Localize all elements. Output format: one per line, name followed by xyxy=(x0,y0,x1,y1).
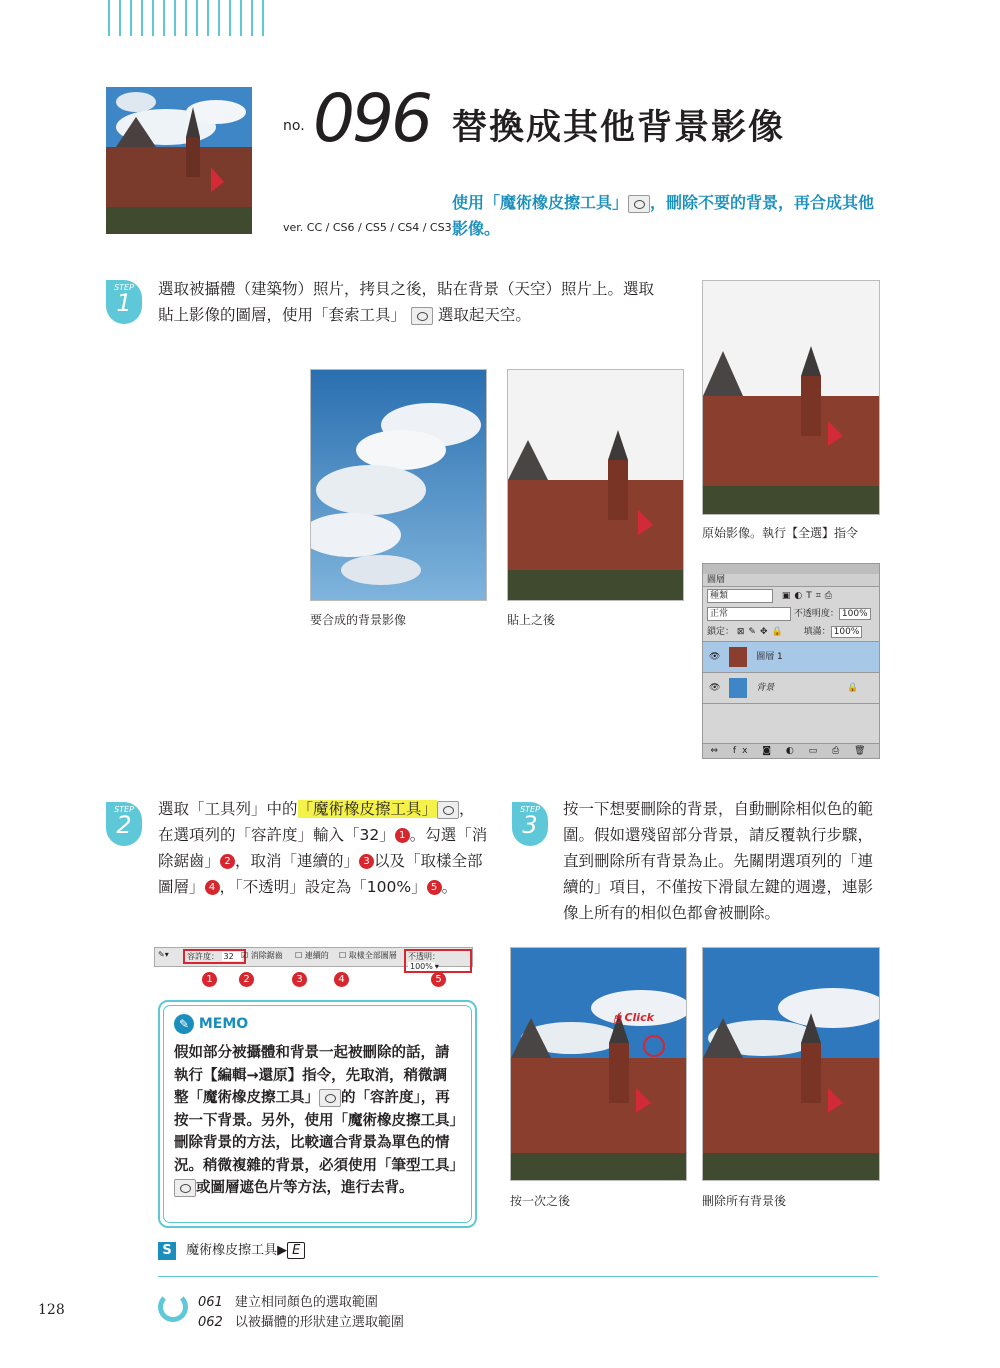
layer-row-1[interactable] xyxy=(703,642,879,673)
panel-titlebar xyxy=(703,564,879,574)
marker-1: 1 xyxy=(395,828,410,843)
kind-select[interactable]: 種類 xyxy=(707,589,773,603)
magic-eraser-icon[interactable]: ✎▾ xyxy=(158,950,169,959)
caption-all-deleted: 刪除所有背景後 xyxy=(702,1194,787,1208)
step-1-badge xyxy=(106,280,142,324)
related-item[interactable] xyxy=(198,1313,404,1333)
related-num: 061 xyxy=(198,1295,223,1310)
step-2-t1: 選取「工具列」中的 xyxy=(158,800,298,818)
lock-icon: 🔒 xyxy=(847,683,859,693)
shortcut-line xyxy=(158,1239,305,1260)
layer-name: 背景 xyxy=(756,683,775,693)
after-click-photo xyxy=(510,947,687,1181)
eye-icon[interactable]: 👁 xyxy=(709,683,721,693)
caption-pasted: 貼上之後 xyxy=(507,613,556,627)
step-label: STEP xyxy=(114,805,134,814)
kind-filter-row xyxy=(703,587,879,605)
related-arrow-icon xyxy=(158,1292,188,1322)
related-list xyxy=(198,1293,404,1333)
caption-sky: 要合成的背景影像 xyxy=(310,613,407,627)
all-deleted-photo xyxy=(702,947,880,1181)
pen-icon xyxy=(174,1179,196,1197)
layer-thumbnail xyxy=(729,647,747,667)
contiguous-checkbox[interactable]: ☐ 連續的 xyxy=(295,951,329,960)
shortcut-label: 魔術橡皮擦工具▶ xyxy=(186,1243,288,1258)
opacity-input[interactable]: 100% xyxy=(410,962,433,971)
magic-eraser-icon xyxy=(437,801,459,819)
page-subtitle xyxy=(452,190,882,242)
marker-3: 3 xyxy=(292,972,307,987)
tolerance-label: 容許度： xyxy=(187,952,219,961)
click-annotation xyxy=(614,1011,654,1025)
version-list: ver. CC / CS6 / CS5 / CS4 / CS3 xyxy=(283,221,452,234)
memo-title: MEMO xyxy=(198,1016,249,1032)
memo-text-a: 假如部分被攝體和背景一起被刪除的話，請執行【編輯→還原】指令，先取消，稍微調整「魔術橡皮擦工具」 xyxy=(174,1045,450,1106)
subtitle-part-b: ，刪除不要的背景，再合成其他影像。 xyxy=(452,193,875,238)
step-2-t2: ，在選項列的「容許度」輸入「32」 xyxy=(158,800,475,844)
fill-label: 填滿： xyxy=(803,627,831,637)
marker-5: 5 xyxy=(431,972,446,987)
panel-footer-icons[interactable]: ⇔ fx ◙ ◐ ▭ ⎙ 🗑 xyxy=(703,743,879,758)
tolerance-field[interactable] xyxy=(183,949,246,964)
marker-4: 4 xyxy=(334,972,349,987)
marker-1: 1 xyxy=(202,972,217,987)
lasso-icon xyxy=(411,307,433,325)
lock-icons[interactable]: ⊠✎✥🔒 xyxy=(736,627,787,637)
blend-mode-select[interactable]: 正常 xyxy=(707,607,791,621)
click-label: Click xyxy=(624,1011,654,1024)
subtitle-part-a: 使用「魔術橡皮擦工具」 xyxy=(452,193,629,212)
options-bar xyxy=(154,947,473,971)
contiguous-label: 連續的 xyxy=(304,951,329,960)
marker-3: 3 xyxy=(359,854,374,869)
page-number: 128 xyxy=(38,1302,65,1318)
filter-icons: ▣◐T⌗⎙ xyxy=(781,591,836,601)
tolerance-input[interactable]: 32 xyxy=(222,952,242,961)
step-label: STEP xyxy=(520,805,540,814)
eye-icon[interactable]: 👁 xyxy=(709,652,721,662)
layer-name: 圖層 1 xyxy=(756,652,783,662)
lock-label: 鎖定： xyxy=(707,627,735,637)
antialias-checkbox[interactable]: ☑ 消除鋸齒 xyxy=(241,951,283,960)
opacity-field[interactable]: 不透明：100% ▾ xyxy=(404,949,472,973)
magic-eraser-icon xyxy=(319,1089,341,1107)
shortcut-key: E xyxy=(287,1242,305,1259)
step-2-t4: ，取消「連續的」 xyxy=(235,852,360,870)
step-1-text xyxy=(158,276,663,328)
opacity-input[interactable]: 100% xyxy=(839,608,871,620)
step-1-text-b: 選取起天空。 xyxy=(437,306,531,324)
pencil-icon: ✎ xyxy=(174,1014,194,1034)
sample-all-checkbox[interactable]: ☐ 取樣全部圖層 xyxy=(339,951,397,960)
memo-header xyxy=(174,1014,248,1034)
tab-layers[interactable]: 圖層 xyxy=(703,574,879,587)
item-number: 096 xyxy=(313,80,430,157)
opacity-label: 不透明度： xyxy=(793,609,839,619)
header-thumbnail xyxy=(106,87,252,234)
magic-eraser-icon xyxy=(628,195,650,213)
decorative-stripes xyxy=(108,0,268,36)
related-item[interactable] xyxy=(198,1293,404,1313)
layers-panel xyxy=(702,563,880,759)
marker-4: 4 xyxy=(205,880,220,895)
footer-rule xyxy=(158,1276,878,1277)
caption-after-click: 按一次之後 xyxy=(510,1194,571,1208)
marker-2: 2 xyxy=(220,854,235,869)
step-number: 1 xyxy=(116,289,132,317)
page-title: 替換成其他背景影像 xyxy=(452,108,786,148)
step-3-text: 按一下想要刪除的背景，自動刪除相似色的範圍。假如還殘留部分背景，請反覆執行步驟，直到刪除所有背景為止。先關閉選項列的「連續的」項目，不僅按下滑鼠左鍵的週邊，連影像上所有的相似色都會被刪除。 xyxy=(563,800,874,922)
caption-original: 原始影像。執行【全選】指令 xyxy=(702,526,859,540)
number-prefix: no. xyxy=(283,118,305,134)
step-number: 2 xyxy=(116,811,132,839)
shortcut-badge: S xyxy=(158,1242,176,1260)
memo-text-b: 的「容許度」，再按一下背景。另外，使用「魔術橡皮擦工具」刪除背景的方法，比較適合背景為單色的情況。稍微複雜的背景，必須使用「筆型工具」 xyxy=(174,1090,464,1174)
pasted-photo xyxy=(507,369,684,601)
fill-input[interactable]: 100% xyxy=(831,626,863,638)
lock-row xyxy=(703,623,879,642)
step-3-badge xyxy=(512,802,548,846)
sky-photo xyxy=(310,369,487,601)
step-2-t3: 。勾選「消除鋸齒」 xyxy=(158,826,488,870)
related-text: 建立相同顏色的選取範圍 xyxy=(234,1295,378,1310)
mouse-icon: 🖱 xyxy=(614,1011,621,1024)
layer-row-background[interactable] xyxy=(703,673,879,704)
related-text: 以被攝體的形狀建立選取範圍 xyxy=(234,1315,404,1330)
original-photo xyxy=(702,280,880,515)
opacity-label: 不透明： xyxy=(408,952,440,961)
related-num: 062 xyxy=(198,1315,223,1330)
layer-thumbnail xyxy=(729,678,747,698)
memo-text-c: 或圖層遮色片等方法，進行去背。 xyxy=(196,1180,414,1196)
marker-5: 5 xyxy=(427,880,442,895)
marker-2: 2 xyxy=(239,972,254,987)
memo-body xyxy=(174,1042,464,1200)
antialias-label: 消除鋸齒 xyxy=(250,951,283,960)
step-2-badge xyxy=(106,802,142,846)
step-2-t6: ，「不透明」設定為「100%」 xyxy=(219,878,427,896)
step-2-t7: 。 xyxy=(441,878,458,896)
step-number: 3 xyxy=(522,811,538,839)
step-1-text-a: 選取被攝體（建築物）照片，拷貝之後，貼在背景（天空）照片上。選取貼上影像的圖層，使用「套索工具」 xyxy=(158,280,655,324)
memo-box xyxy=(158,1000,477,1228)
step-2-text xyxy=(158,796,488,900)
blend-row xyxy=(703,605,879,623)
sample-all-label: 取樣全部圖層 xyxy=(348,951,397,960)
step-label: STEP xyxy=(114,283,134,292)
highlighted-tool-name: 「魔術橡皮擦工具」 xyxy=(297,800,438,818)
step-2-t5: 以及「取樣全部圖層」 xyxy=(158,852,483,896)
